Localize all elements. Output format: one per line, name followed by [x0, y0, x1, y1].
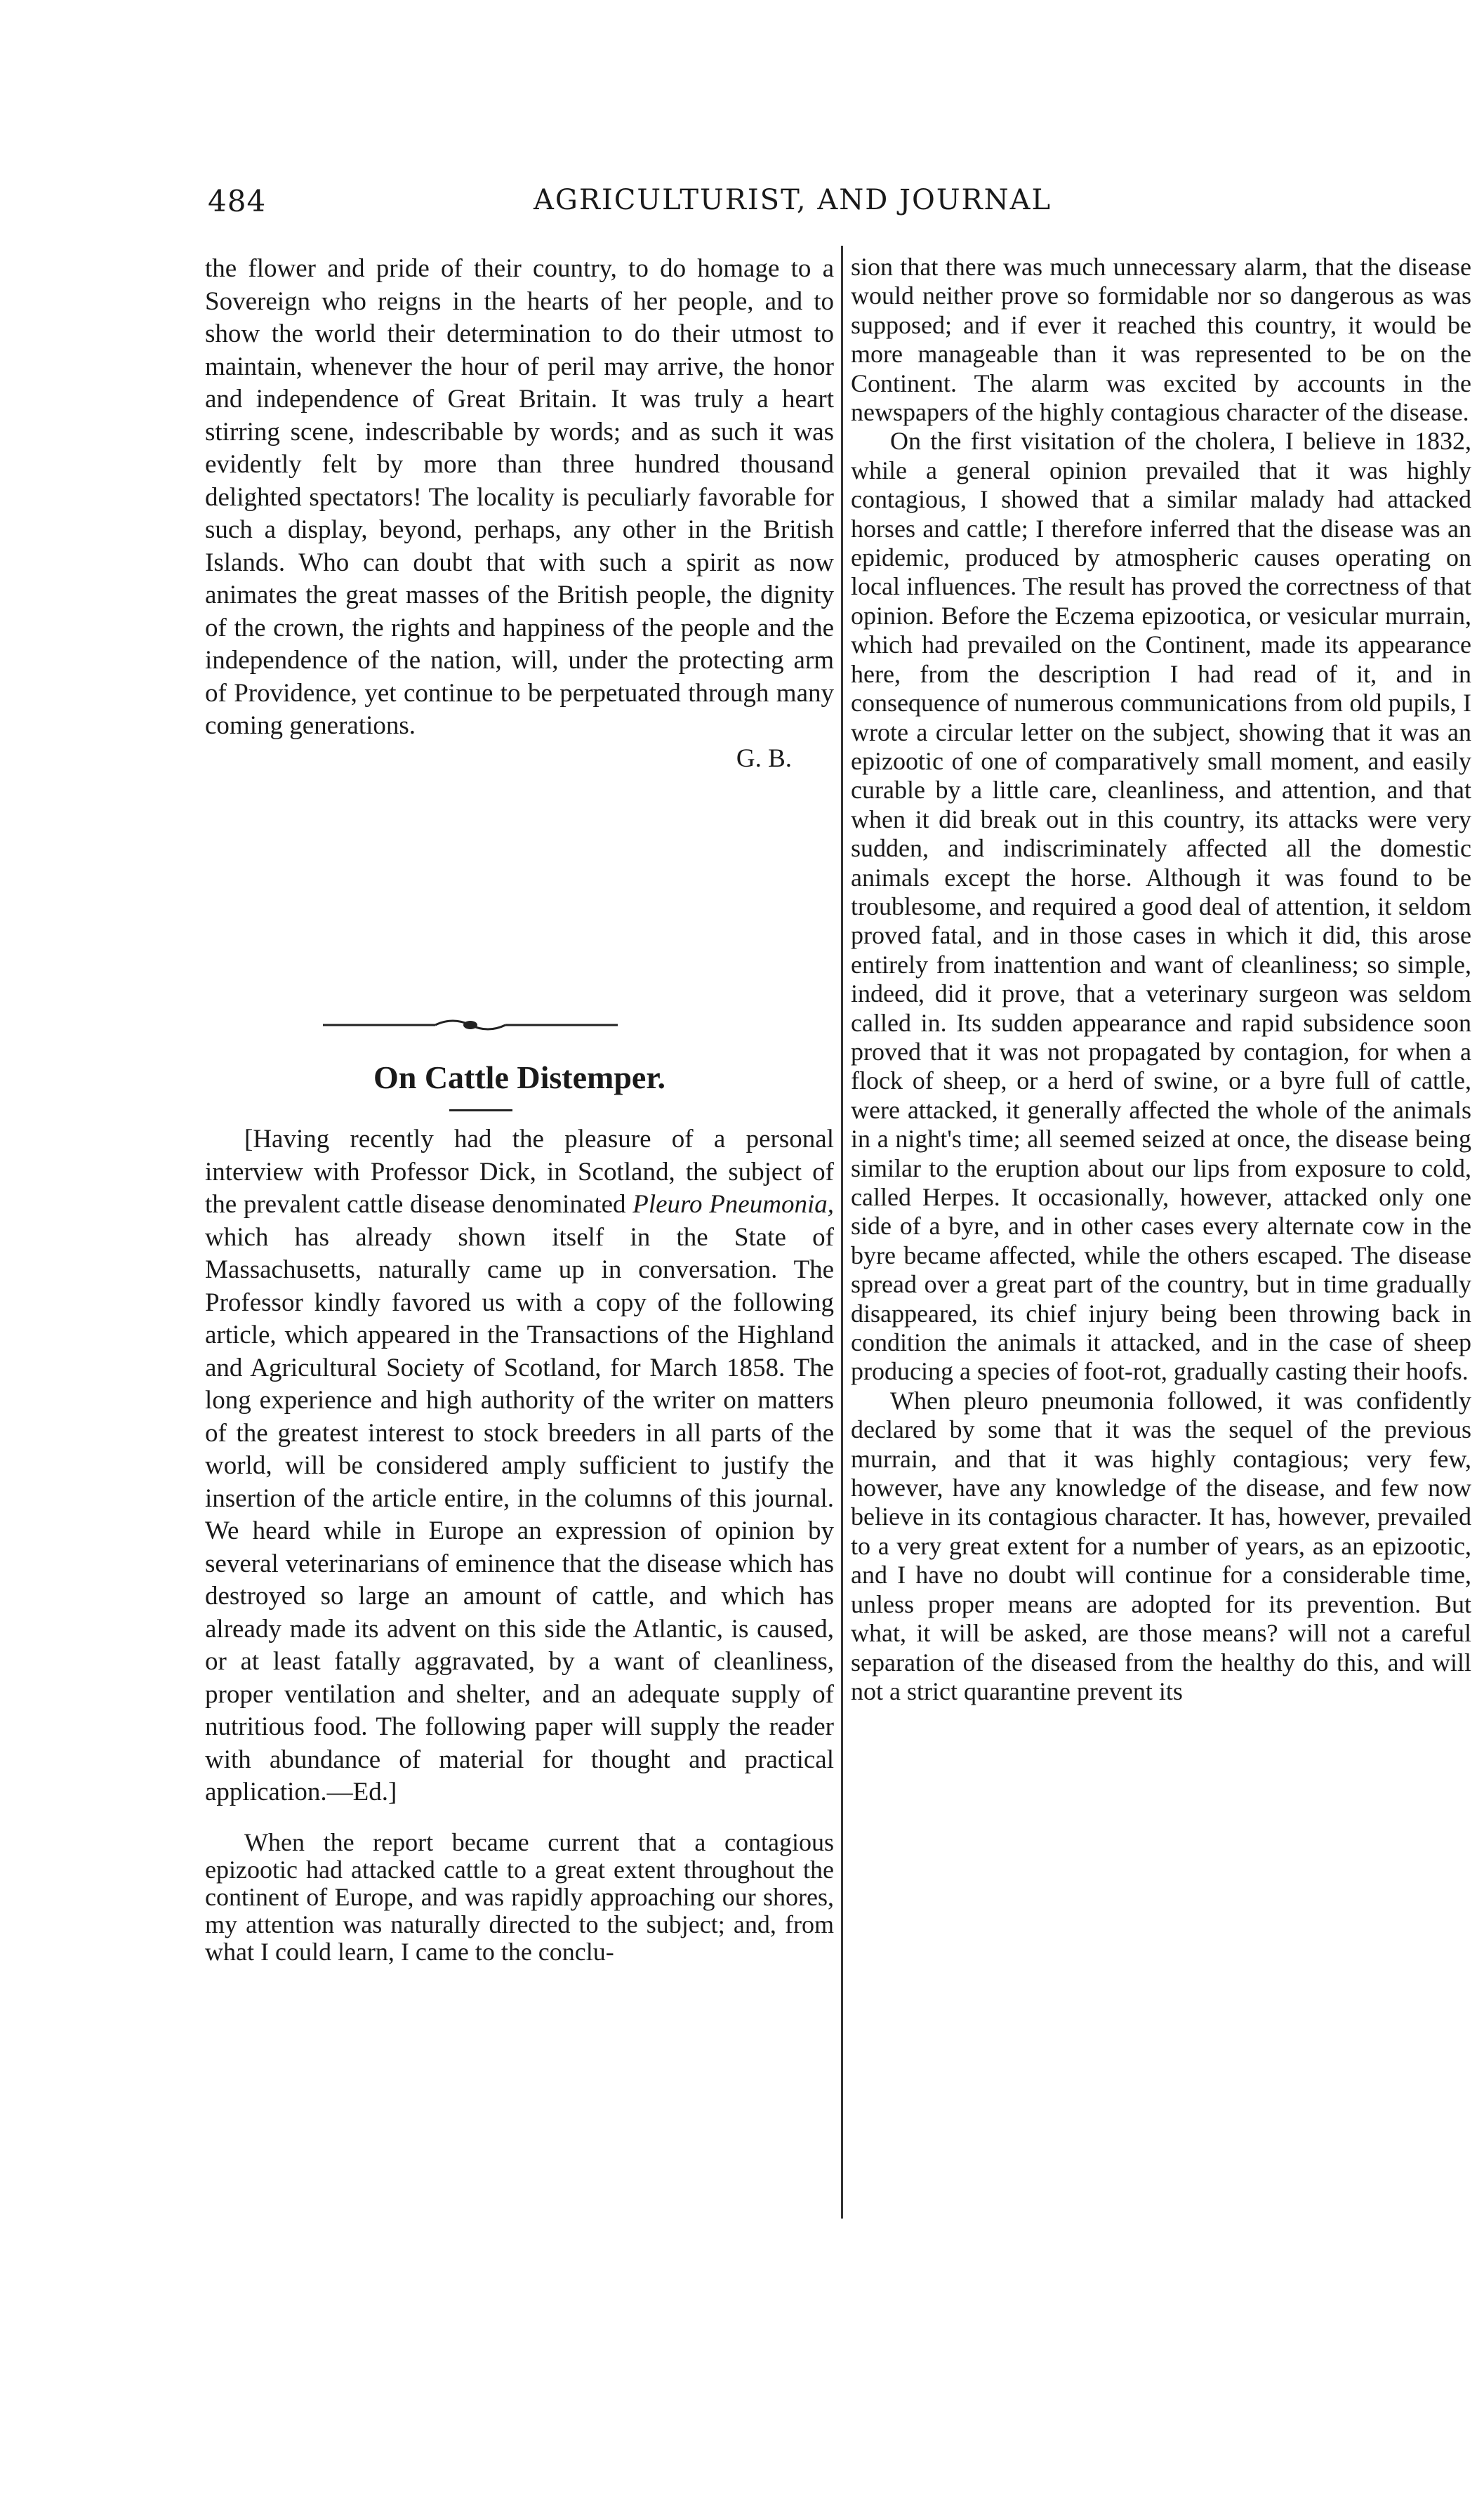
editor-note-text-1: [Having recently had the pleasure of a personal interview with Professor Dick, in Scotland, the subject of the prevalent cattle disease denominated [205, 1125, 834, 1219]
author-signature: G. B. [736, 743, 792, 773]
right-paragraph-2: On the first visitation of the cholera, I believe in 1832, while a general opinion prevailed that it was highly contagious, I showed that a similar malady had attacked horses and cattle; I therefore inferred that the disease was an epidemic, produced by atmospheric causes operating on local influences. The result has proved the correctness of that opinion. Before the Eczema epizootica, or vesicular murrain, which had prevailed on the Continent, made its appearance here, from the description I had read of it, and in consequence of numerous communications from old pupils, I wrote a circular letter on the subject, showing that it was an epizootic of one of comparatively small moment, and easily curable by a little care, cleanliness, and attention, and that when it did break out in this country, its attacks were very sudden, and indiscriminately affected all the domestic animals except the horse. Although it was found to be troublesome, and required a good deal of attention, it seldom proved fatal, and in those cases in which it did, this arose entirely from inattention and want of cleanliness; so simple, indeed, did it prove, that a veterinary surgeon was seldom called in. Its sudden appearance and rapid subsidence soon proved that it was not propagated by contagion, for when a flock of sheep, or a herd of swine, or a byre full of cattle, were attacked, it generally affected the whole of the animals in a night's time; all seemed seized at once, the disease being similar to the eruption about our lips from exposure to cold, called Herpes. It occasionally, however, attacked only one side of a byre, and in other cases every alternate cow in the byre became affected, while the others escaped. The disease spread over a great part of the country, but in time gradually disappeared, its chief injury being been throwing back in condition the animals it attacked, and in the case of sheep producing a species of foot-rot, gradually casting their hoofs. [851, 427, 1471, 1386]
article-title: On Cattle Distemper. [373, 1059, 666, 1095]
right-paragraph-3: When pleuro pneumonia followed, it was confidently declared by some that it was the sequel of the previous murrain, and that it was highly contagious; very few, however, have any knowledge of the disease, and few now believe in its contagious character. It has, however, prevailed to a very great extent for a number of years, as an epizootic, and I have no doubt will continue for a considerable time, unless proper means are adopted for its prevention. But what, it will be asked, are those means? will not a careful separation of the diseased from the healthy do this, and will not a strict quarantine prevent its [851, 1386, 1471, 1705]
editor-note-text-2: which has already shown itself in the State of Massachusetts, naturally came up in conversation. The Professor kindly favored us with a copy of the following article, which appeared in the Transactions of the Highland and Agricultural Society of Scotland, for March 1858. The long experience and high authority of the writer on matters of the greatest interest to stock breeders in all parts of the world, will be considered amply sufficient to justify the insertion of the article entire, in the columns of this journal. We heard while in Europe an expression of opinion by several veterinarians of eminence that the disease which has destroyed so large an amount of cattle, and which has already made its advent on this side the Atlantic, is caused, or at least fatally aggravated, by a want of cleanliness, proper ventilation and shelter, and an adequate supply of nutritious food. The following paper will supply the reader with abundance of material for thought and practical application.—Ed.] [205, 1222, 834, 1806]
running-head: AGRICULTURIST, AND JOURNAL [534, 184, 1052, 216]
left-column-top [205, 253, 834, 775]
disease-name: Pleuro Pneumonia, [632, 1190, 834, 1219]
title-rule [449, 1109, 512, 1111]
page-number: 484 [208, 184, 267, 218]
closing-paragraph: the flower and pride of their country, to do homage to a Sovereign who reigns in the hearts of her people, and to show the world their determination to do their utmost to maintain, whenever the hour of peril may arrive, the honor and independence of Great Britain. It was truly a heart stirring scene, indescribable by words; and as such it was evidently felt by more than three hundred thousand delighted spectators! The locality is peculiarly favorable for such a display, beyond, perhaps, any other in the British Islands. Who can doubt that with such a spirit as now animates the great masses of the British people, the dignity of the crown, the rights and happiness of the people and the independence of the nation, will, under the protecting arm of Providence, yet continue to be perpetuated through many coming generations. [205, 254, 834, 740]
right-paragraph-1: sion that there was much unnecessary alarm, that the disease would neither prove so formidable nor so dangerous as was supposed; and if ever it reached this country, it would be more manageable than it was represented to be on the Continent. The alarm was excited by accounts in the newspapers of the highly contagious character of the disease. [851, 253, 1471, 427]
editor-note [205, 1123, 834, 1809]
column-rule [841, 246, 843, 2219]
ornament-divider [323, 1014, 618, 1036]
right-column [851, 253, 1471, 1706]
article-body-start: When the report became current that a contagious epizootic had attacked cattle to a great extent throughout the continent of Europe, and was rapidly approaching our shores, my attention was naturally directed to the subject; and, from what I could learn, I came to the conclu- [205, 1827, 834, 1966]
left-column-article [205, 1123, 834, 1966]
